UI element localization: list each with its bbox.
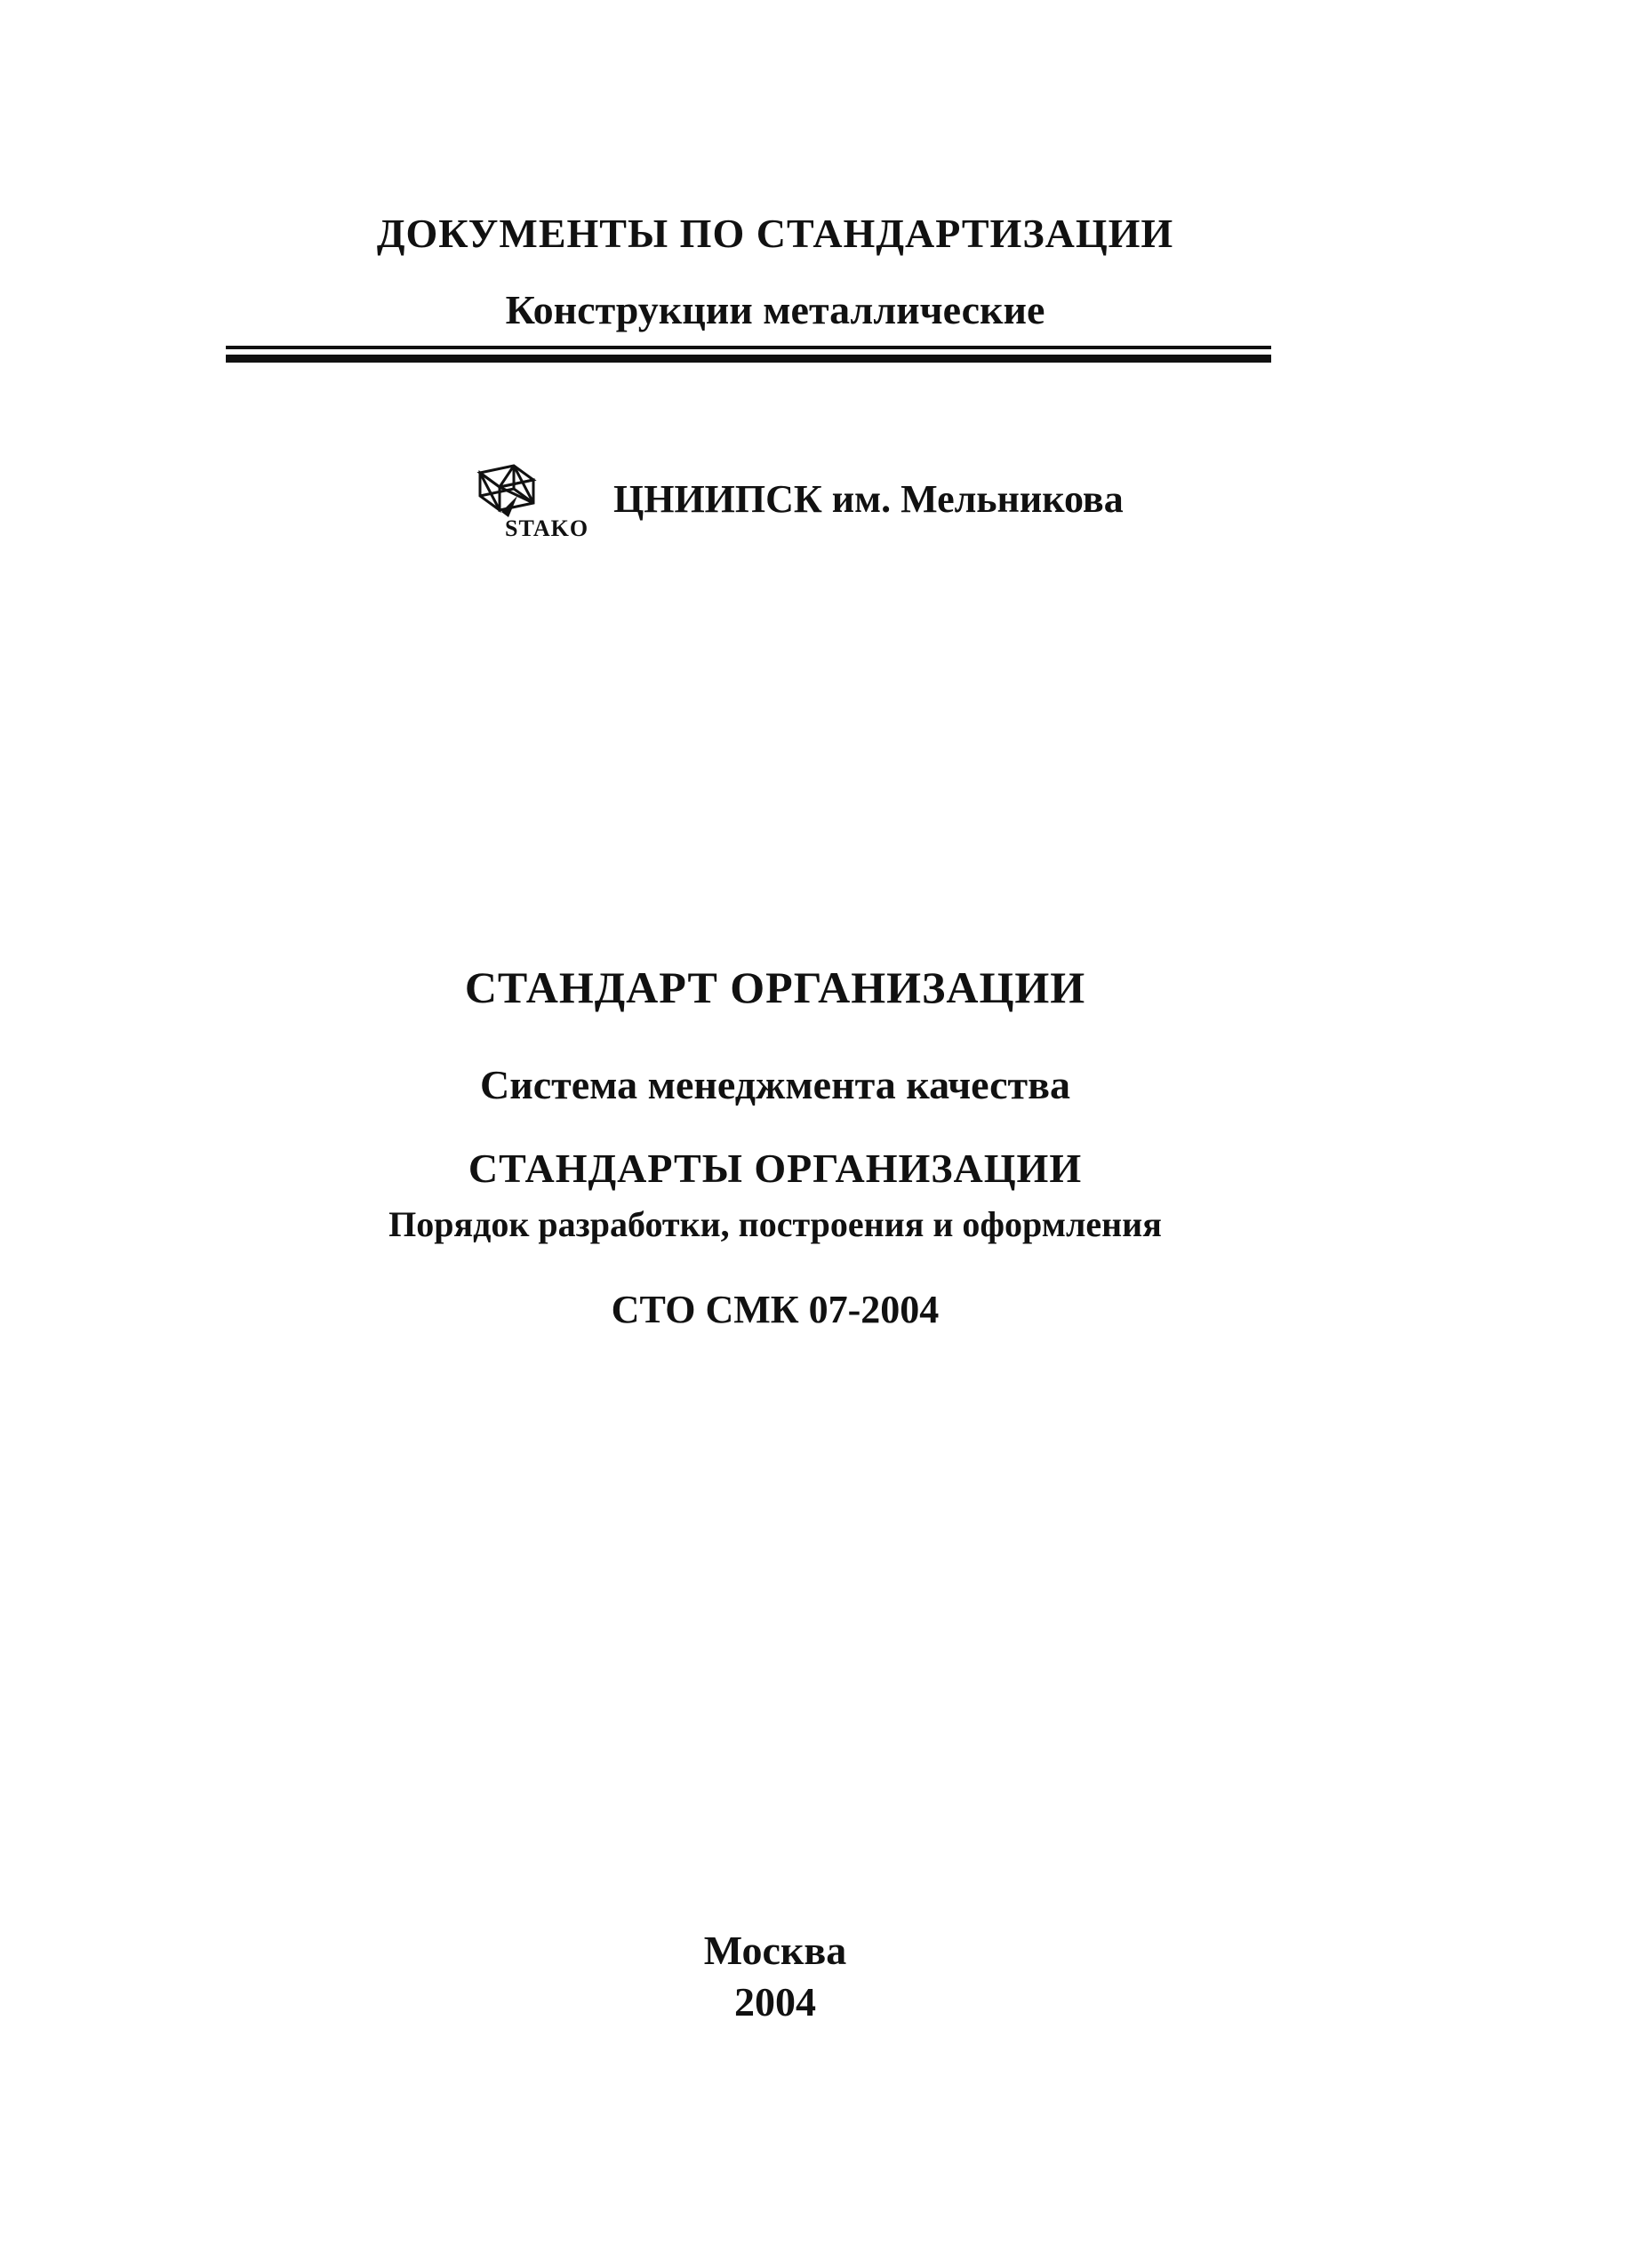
document-subtitle: Порядок разработки, построения и оформления (388, 1204, 1162, 1244)
divider-thin (226, 346, 1271, 349)
document-system: Система менеджмента качества (479, 1062, 1070, 1107)
imprint-year: 2004 (734, 1979, 816, 2024)
imprint-city: Москва (703, 1928, 847, 1973)
document-code: СТО СМК 07-2004 (611, 1288, 940, 1331)
series-subtitle: Конструкции металлические (505, 287, 1045, 332)
logo-text: STAKO (505, 515, 589, 541)
divider-thick (226, 355, 1271, 363)
organization-block (462, 460, 1262, 540)
document-title: СТАНДАРТЫ ОРГАНИЗАЦИИ (468, 1146, 1083, 1191)
series-title: ДОКУМЕНТЫ ПО СТАНДАРТИЗАЦИИ (376, 211, 1174, 256)
organization-name: ЦНИИПСК им. Мельникова (613, 477, 1124, 521)
document-type: СТАНДАРТ ОРГАНИЗАЦИИ (464, 962, 1086, 1012)
